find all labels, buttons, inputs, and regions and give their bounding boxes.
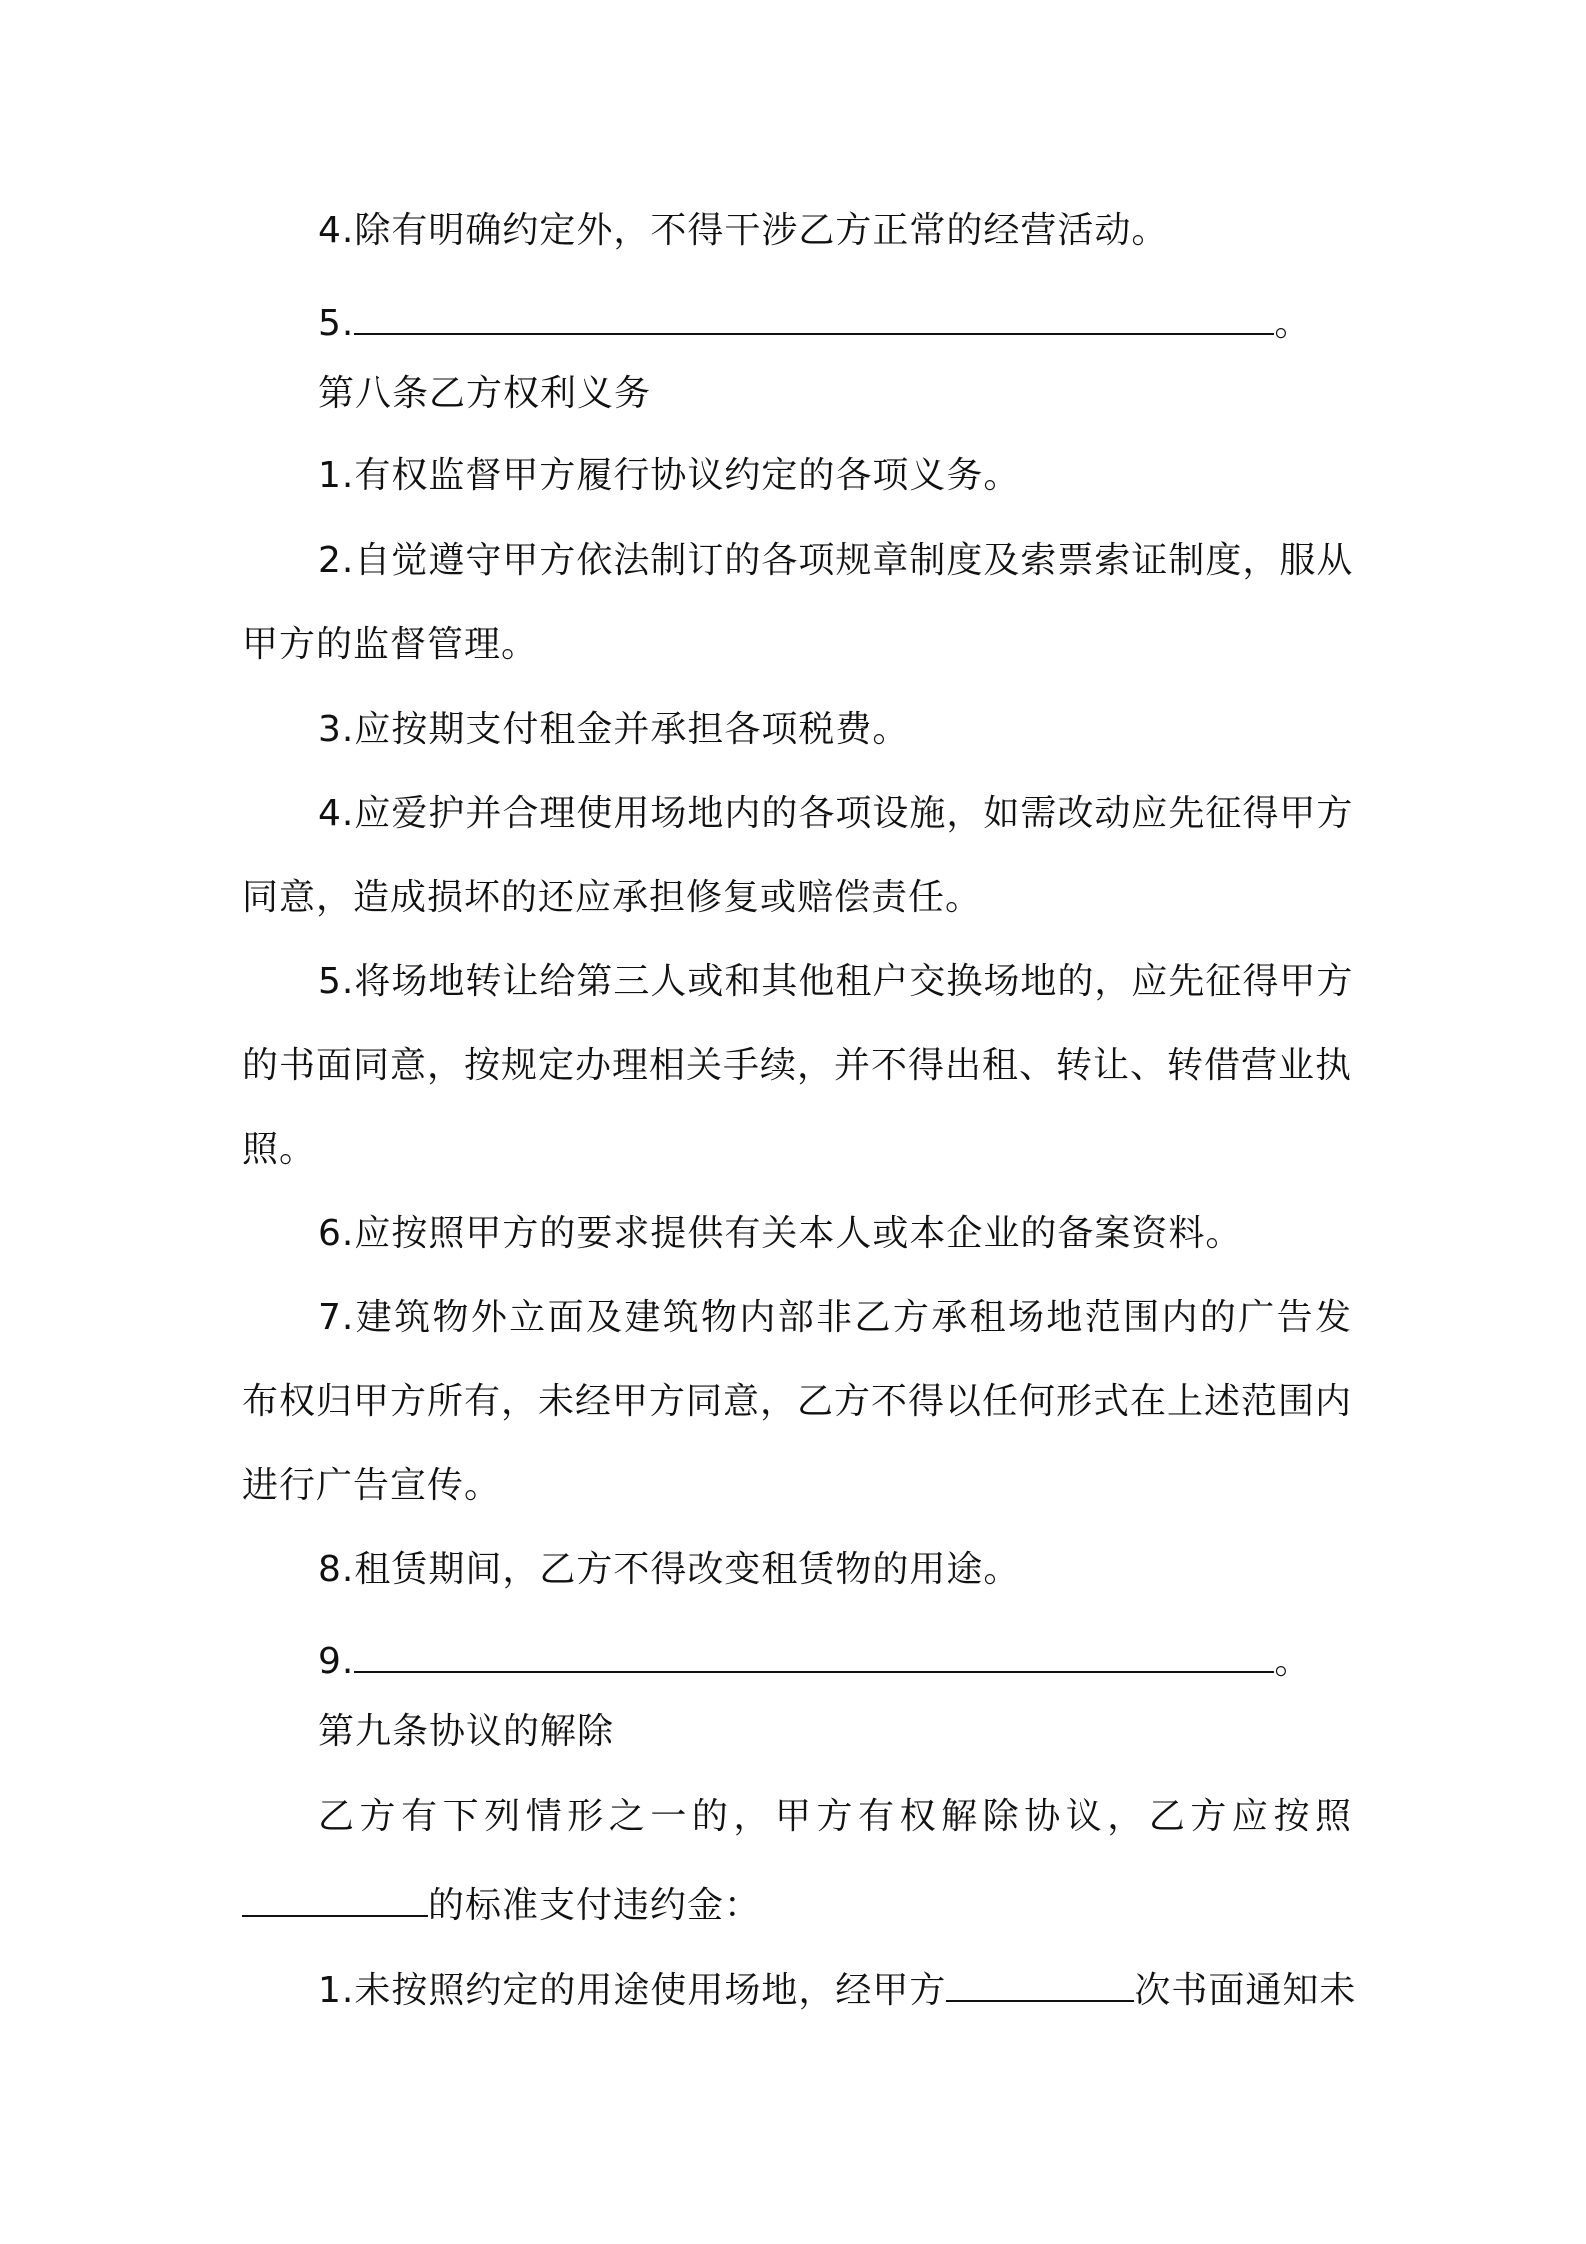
article-9-intro-line2-suffix: 的标准支付违约金： <box>428 1885 762 1926</box>
article-8-item-7-line2: 布权归甲方所有，未经甲方同意，乙方不得以任何形式在上述范围内 <box>242 1381 1353 1422</box>
article-8-item-2-line2: 甲方的监督管理。 <box>242 624 539 665</box>
article-8-item-5-line1: 5.将场地转让给第三人或和其他租户交换场地的，应先征得甲方 <box>318 961 1354 1002</box>
article-8-item-4-line1: 4.应爱护并合理使用场地内的各项设施，如需改动应先征得甲方 <box>318 793 1354 834</box>
article-8-item-9 <box>318 1633 1352 1686</box>
fill-in-blank[interactable] <box>242 1877 428 1917</box>
party-a-item-5-prefix: 5. <box>318 303 355 344</box>
article-8-item-1: 1.有权监督甲方履行协议约定的各项义务。 <box>318 455 1021 496</box>
fill-in-blank[interactable] <box>946 1962 1134 2002</box>
article-8-item-6: 6.应按照甲方的要求提供有关本人或本企业的备案资料。 <box>318 1213 1243 1254</box>
article-8-item-5-line2: 的书面同意，按规定办理相关手续，并不得出租、转让、转借营业执 <box>242 1045 1353 1086</box>
article-9-title: 第九条协议的解除 <box>318 1711 615 1752</box>
article-8-item-7-line3: 进行广告宣传。 <box>242 1465 502 1506</box>
article-9-intro-line1: 乙方有下列情形之一的，甲方有权解除协议，乙方应按照 <box>318 1796 1352 1837</box>
article-9-intro-line2 <box>242 1877 1352 1930</box>
article-8-item-5-line3: 照。 <box>242 1129 317 1170</box>
fill-in-blank[interactable] <box>354 295 1274 335</box>
article-8-item-4-line2: 同意，造成损坏的还应承担修复或赔偿责任。 <box>242 877 983 918</box>
article-8-title: 第八条乙方权利义务 <box>318 373 652 414</box>
party-a-item-5 <box>318 295 1352 348</box>
article-8-item-2-line1: 2.自觉遵守甲方依法制订的各项规章制度及索票索证制度，服从 <box>318 540 1354 581</box>
fill-in-blank[interactable] <box>354 1633 1274 1673</box>
article-8-item-8: 8.租赁期间，乙方不得改变租赁物的用途。 <box>318 1549 1021 1590</box>
article-8-item-3: 3.应按期支付租金并承担各项税费。 <box>318 709 910 750</box>
article-9-item-1-prefix: 1.未按照约定的用途使用场地，经甲方 <box>318 1970 947 2011</box>
party-a-item-4: 4.除有明确约定外，不得干涉乙方正常的经营活动。 <box>318 210 1169 251</box>
article-8-item-9-prefix: 9. <box>318 1641 355 1682</box>
article-9-item-1-suffix: 次书面通知未 <box>1134 1970 1357 2011</box>
article-9-item-1 <box>318 1962 1357 2015</box>
article-8-item-7-line1: 7.建筑物外立面及建筑物内部非乙方承租场地范围内的广告发 <box>318 1297 1352 1338</box>
article-8-item-9-suffix: 。 <box>1274 1641 1312 1682</box>
party-a-item-5-suffix: 。 <box>1274 303 1312 344</box>
